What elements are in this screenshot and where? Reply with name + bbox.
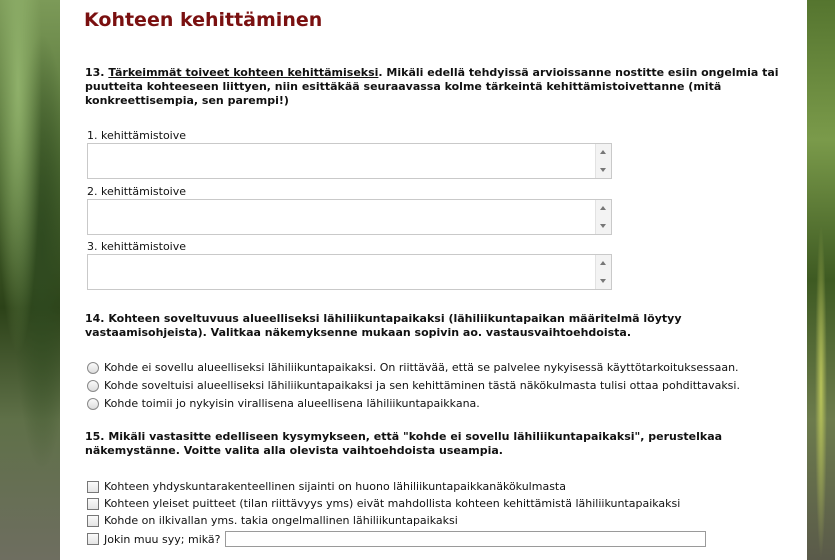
- wish-3-textarea[interactable]: [87, 254, 612, 290]
- q15-option-2[interactable]: [87, 497, 680, 510]
- page-title: Kohteen kehittäminen: [84, 9, 323, 31]
- q15-option-3-label: Kohde on ilkivallan yms. takia ongelmallinen lähiliikuntapaikaksi: [104, 514, 458, 527]
- q15-option-2-label: Kohteen yleiset puitteet (tilan riittävyys yms) eivät mahdollista kohteen kehittämistä lähiliikuntapaikaksi: [104, 497, 681, 510]
- question-14: 14. Kohteen soveltuvuus alueelliseksi lähiliikuntapaikaksi (lähiliikuntapaikan määritelmä löytyy vastaamisohjeista). Valitkaa näkemyksenne mukaan sopivin ao. vastausvaihtoehdoista.: [85, 312, 682, 339]
- wish-3-scrollbar[interactable]: [595, 255, 611, 289]
- q13-heading: Tärkeimmät toiveet kohteen kehittämiseksi: [108, 66, 379, 79]
- q15-option-1[interactable]: [87, 480, 566, 493]
- q14-option-3-label: Kohde toimii jo nykyisin virallisena alueellisena lähiliikuntapaikkana.: [104, 397, 480, 410]
- scroll-down-icon[interactable]: [600, 224, 606, 228]
- wish-1-scrollbar[interactable]: [595, 144, 611, 178]
- q15-option-other[interactable]: [87, 531, 706, 547]
- checkbox[interactable]: [87, 481, 99, 493]
- radio-button[interactable]: [87, 380, 99, 392]
- q15-option-3[interactable]: [87, 514, 458, 527]
- q14-option-1[interactable]: [87, 361, 739, 374]
- question-13: [85, 66, 785, 108]
- wish-2-label: 2. kehittämistoive: [87, 185, 187, 198]
- radio-button[interactable]: [87, 362, 99, 374]
- q14-option-2[interactable]: [87, 379, 740, 392]
- q14-option-2-label: Kohde soveltuisi alueelliseksi lähiliikuntapaikaksi ja sen kehittäminen tästä näkökulmasta tulisi ottaa pohdittavaksi.: [104, 379, 740, 392]
- background-photo-left: [0, 0, 60, 560]
- checkbox[interactable]: [87, 533, 99, 545]
- scroll-up-icon[interactable]: [600, 150, 606, 154]
- wish-1-label: 1. kehittämistoive: [87, 129, 187, 142]
- scroll-down-icon[interactable]: [600, 279, 606, 283]
- q13-number: 13.: [85, 66, 105, 79]
- q15-option-1-label: Kohteen yhdyskuntarakenteellinen sijainti on huono lähiliikuntapaikkanäkökulmasta: [104, 480, 566, 493]
- wish-1-textarea[interactable]: [87, 143, 612, 179]
- scroll-up-icon[interactable]: [600, 261, 606, 265]
- q14-option-1-label: Kohde ei sovellu alueelliseksi lähiliikuntapaikaksi. On riittävää, että se palvelee nykyisessä käyttötarkoituksessaan.: [104, 361, 739, 374]
- scroll-down-icon[interactable]: [600, 168, 606, 172]
- wish-3-label: 3. kehittämistoive: [87, 240, 187, 253]
- scroll-up-icon[interactable]: [600, 206, 606, 210]
- radio-button[interactable]: [87, 398, 99, 410]
- wish-2-scrollbar[interactable]: [595, 200, 611, 234]
- checkbox[interactable]: [87, 498, 99, 510]
- q13-text: . Mikäli edellä tehdyissä arvioissanne nostitte esiin ongelmia tai puutteita kohteeseen liittyen, niin esittäkää seuraavassa kolme tärkeintä kehittämistoivettanne (mitä konkreettisempia, sen parempi!): [85, 66, 779, 107]
- background-photo-right: [807, 0, 835, 560]
- q15-other-label: Jokin muu syy; mikä?: [104, 532, 221, 546]
- checkbox[interactable]: [87, 515, 99, 527]
- wish-2-textarea[interactable]: [87, 199, 612, 235]
- q14-option-3[interactable]: [87, 397, 480, 410]
- other-reason-input[interactable]: [225, 531, 706, 547]
- question-15: 15. Mikäli vastasitte edelliseen kysymykseen, että "kohde ei sovellu lähiliikuntapaikaksi", perustelkaa näkemystänne. Voitte valita alla olevista vaihtoehdoista useampia.: [85, 430, 723, 457]
